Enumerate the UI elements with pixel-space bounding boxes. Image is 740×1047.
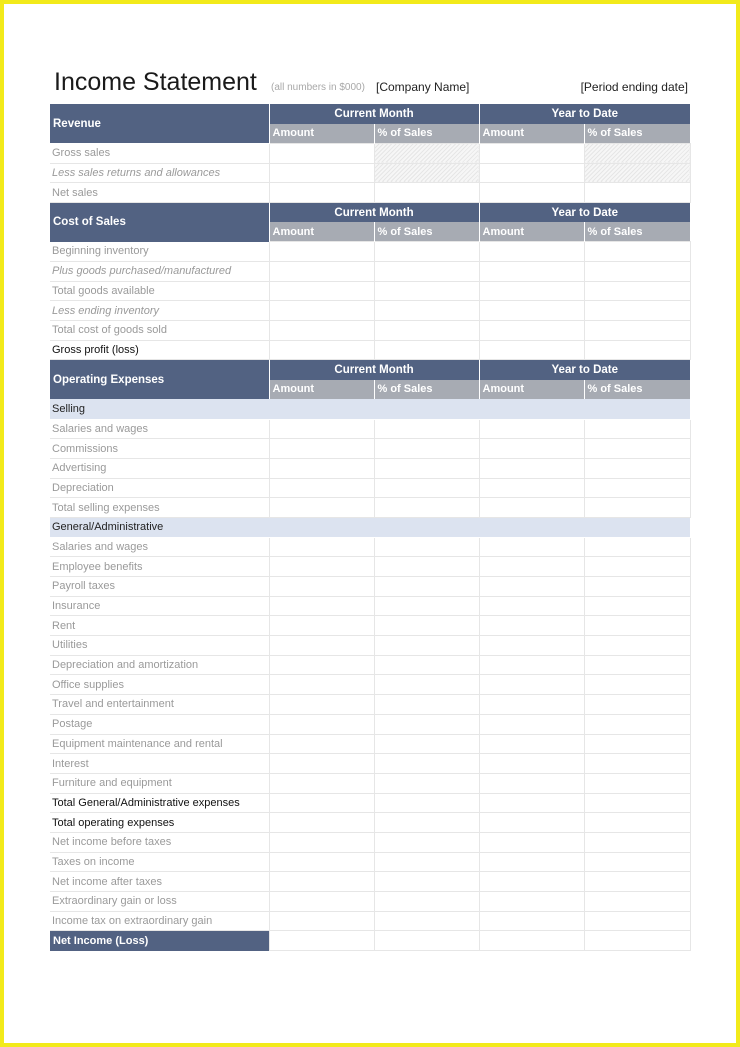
current-month-amount-cell[interactable]	[269, 813, 374, 833]
current-month-amount-cell[interactable]	[269, 832, 374, 852]
line-item-label: Total selling expenses	[50, 498, 269, 518]
line-item-row	[50, 754, 690, 774]
line-item-row	[50, 616, 690, 636]
line-item-label: Equipment maintenance and rental	[50, 734, 269, 754]
year-to-date-percent-cell[interactable]	[584, 183, 690, 203]
year-to-date-percent-cell[interactable]	[584, 793, 690, 813]
line-item-label: Interest	[50, 754, 269, 774]
line-item-label: Rent	[50, 616, 269, 636]
year-to-date-amount-cell[interactable]	[479, 655, 584, 675]
current-month-header: Current Month	[269, 104, 479, 124]
line-item-row	[50, 498, 690, 518]
line-item-row	[50, 262, 690, 282]
current-month-percent-cell[interactable]	[374, 734, 479, 754]
current-month-amount-cell[interactable]	[269, 439, 374, 459]
current-month-percent-cell[interactable]	[374, 773, 479, 793]
current-month-amount-cell[interactable]	[269, 911, 374, 931]
year-to-date-percent-cell[interactable]	[584, 714, 690, 734]
current-month-header: Current Month	[269, 202, 479, 222]
year-to-date-amount-cell[interactable]	[479, 931, 584, 951]
current-month-amount-cell[interactable]	[269, 734, 374, 754]
current-month-percent-cell[interactable]	[374, 695, 479, 715]
current-month-amount-cell[interactable]	[269, 773, 374, 793]
year-to-date-percent-cell[interactable]	[584, 832, 690, 852]
current-month-amount-cell[interactable]	[269, 478, 374, 498]
year-to-date-amount-cell[interactable]	[479, 498, 584, 518]
year-to-date-amount-cell[interactable]	[479, 616, 584, 636]
line-item-label: Travel and entertainment	[50, 695, 269, 715]
current-month-percent-cell[interactable]	[374, 478, 479, 498]
line-item-row	[50, 872, 690, 892]
year-to-date-header: Year to Date	[479, 104, 690, 124]
line-item-row	[50, 773, 690, 793]
current-month-percent-cell	[374, 143, 479, 163]
year-to-date-percent-cell[interactable]	[584, 321, 690, 341]
year-to-date-percent-cell[interactable]	[584, 262, 690, 282]
company-name-field[interactable]: [Company Name]	[376, 80, 470, 94]
year-to-date-percent-cell[interactable]	[584, 577, 690, 597]
line-item-label: Salaries and wages	[50, 537, 269, 557]
current-month-percent-cell[interactable]	[374, 714, 479, 734]
subsection-label: Selling	[50, 399, 690, 419]
line-item-row	[50, 281, 690, 301]
current-month-percent-cell[interactable]	[374, 832, 479, 852]
current-month-amount-cell[interactable]	[269, 872, 374, 892]
current-month-amount-cell[interactable]	[269, 458, 374, 478]
current-month-amount-cell[interactable]	[269, 636, 374, 656]
year-to-date-percent-cell[interactable]	[584, 478, 690, 498]
cost-of-sales-header-row	[50, 202, 690, 222]
year-to-date-percent-cell[interactable]	[584, 695, 690, 715]
current-month-percent-cell[interactable]	[374, 301, 479, 321]
amount-column-header: Amount	[269, 124, 374, 144]
line-item-label: Depreciation and amortization	[50, 655, 269, 675]
line-item-row	[50, 675, 690, 695]
current-month-percent-cell[interactable]	[374, 872, 479, 892]
line-item-label: Advertising	[50, 458, 269, 478]
year-to-date-amount-cell[interactable]	[479, 734, 584, 754]
current-month-amount-cell[interactable]	[269, 419, 374, 439]
current-month-percent-cell[interactable]	[374, 340, 479, 360]
current-month-amount-cell[interactable]	[269, 498, 374, 518]
year-to-date-amount-cell[interactable]	[479, 458, 584, 478]
income-statement-table	[50, 104, 691, 951]
line-item-row	[50, 596, 690, 616]
current-month-percent-cell[interactable]	[374, 183, 479, 203]
current-month-percent-cell[interactable]	[374, 911, 479, 931]
percent-of-sales-column-header: % of Sales	[374, 380, 479, 400]
percent-of-sales-column-header: % of Sales	[374, 124, 479, 144]
line-item-row	[50, 321, 690, 341]
line-item-label: Beginning inventory	[50, 242, 269, 262]
line-item-row	[50, 892, 690, 912]
current-month-amount-cell[interactable]	[269, 577, 374, 597]
current-month-percent-cell[interactable]	[374, 892, 479, 912]
current-month-percent-cell[interactable]	[374, 419, 479, 439]
year-to-date-percent-cell[interactable]	[584, 813, 690, 833]
line-item-label: Total goods available	[50, 281, 269, 301]
line-item-label: Total General/Administrative expenses	[50, 793, 269, 813]
line-item-row	[50, 695, 690, 715]
year-to-date-amount-cell[interactable]	[479, 242, 584, 262]
year-to-date-percent-cell	[584, 143, 690, 163]
year-to-date-percent-cell[interactable]	[584, 911, 690, 931]
line-item-label: Insurance	[50, 596, 269, 616]
current-month-amount-cell[interactable]	[269, 557, 374, 577]
current-month-percent-cell[interactable]	[374, 281, 479, 301]
year-to-date-percent-cell[interactable]	[584, 596, 690, 616]
line-item-row	[50, 143, 690, 163]
year-to-date-amount-cell[interactable]	[479, 596, 584, 616]
year-to-date-amount-cell[interactable]	[479, 872, 584, 892]
year-to-date-percent-cell[interactable]	[584, 616, 690, 636]
year-to-date-amount-cell[interactable]	[479, 832, 584, 852]
amount-column-header: Amount	[269, 222, 374, 242]
line-item-row	[50, 478, 690, 498]
year-to-date-amount-cell[interactable]	[479, 183, 584, 203]
line-item-row	[50, 301, 690, 321]
line-item-label: Net income after taxes	[50, 872, 269, 892]
line-item-row	[50, 183, 690, 203]
line-item-label: Income tax on extraordinary gain	[50, 911, 269, 931]
current-month-percent-cell[interactable]	[374, 793, 479, 813]
year-to-date-percent-cell[interactable]	[584, 754, 690, 774]
line-item-row	[50, 537, 690, 557]
year-to-date-amount-cell[interactable]	[479, 163, 584, 183]
year-to-date-amount-cell[interactable]	[479, 439, 584, 459]
current-month-amount-cell[interactable]	[269, 321, 374, 341]
line-item-label: Less sales returns and allowances	[50, 163, 269, 183]
amount-column-header: Amount	[269, 380, 374, 400]
year-to-date-amount-cell[interactable]	[479, 557, 584, 577]
year-to-date-header: Year to Date	[479, 360, 690, 380]
line-item-label: Utilities	[50, 636, 269, 656]
amount-column-header: Amount	[479, 222, 584, 242]
current-month-percent-cell[interactable]	[374, 596, 479, 616]
current-month-amount-cell[interactable]	[269, 931, 374, 951]
year-to-date-percent-cell[interactable]	[584, 675, 690, 695]
line-item-row	[50, 655, 690, 675]
current-month-percent-cell[interactable]	[374, 577, 479, 597]
line-item-row	[50, 419, 690, 439]
line-item-row	[50, 636, 690, 656]
year-to-date-amount-cell[interactable]	[479, 793, 584, 813]
year-to-date-amount-cell[interactable]	[479, 419, 584, 439]
subsection-row	[50, 517, 690, 537]
year-to-date-amount-cell[interactable]	[479, 537, 584, 557]
current-month-percent-cell[interactable]	[374, 262, 479, 282]
year-to-date-percent-cell[interactable]	[584, 852, 690, 872]
section-title: Operating Expenses	[50, 360, 269, 399]
line-item-row	[50, 557, 690, 577]
current-month-percent-cell[interactable]	[374, 852, 479, 872]
current-month-amount-cell[interactable]	[269, 163, 374, 183]
current-month-amount-cell[interactable]	[269, 596, 374, 616]
current-month-percent-cell[interactable]	[374, 557, 479, 577]
year-to-date-amount-cell[interactable]	[479, 852, 584, 872]
year-to-date-percent-cell[interactable]	[584, 537, 690, 557]
revenue-header-row	[50, 104, 690, 124]
line-item-row	[50, 734, 690, 754]
year-to-date-percent-cell[interactable]	[584, 773, 690, 793]
year-to-date-percent-cell[interactable]	[584, 557, 690, 577]
line-item-row	[50, 163, 690, 183]
line-item-label: Payroll taxes	[50, 577, 269, 597]
year-to-date-amount-cell[interactable]	[479, 675, 584, 695]
line-item-label: Depreciation	[50, 478, 269, 498]
current-month-amount-cell[interactable]	[269, 675, 374, 695]
current-month-percent-cell	[374, 163, 479, 183]
year-to-date-amount-cell[interactable]	[479, 478, 584, 498]
current-month-percent-cell[interactable]	[374, 537, 479, 557]
line-item-label: Taxes on income	[50, 852, 269, 872]
current-month-amount-cell[interactable]	[269, 242, 374, 262]
current-month-amount-cell[interactable]	[269, 892, 374, 912]
current-month-percent-cell[interactable]	[374, 498, 479, 518]
period-ending-date-field[interactable]: [Period ending date]	[580, 80, 688, 94]
year-to-date-amount-cell[interactable]	[479, 813, 584, 833]
line-item-label: Furniture and equipment	[50, 773, 269, 793]
amount-column-header: Amount	[479, 380, 584, 400]
current-month-amount-cell[interactable]	[269, 262, 374, 282]
current-month-percent-cell[interactable]	[374, 754, 479, 774]
line-item-label: Less ending inventory	[50, 301, 269, 321]
subsection-label: General/Administrative	[50, 517, 690, 537]
year-to-date-percent-cell[interactable]	[584, 439, 690, 459]
line-item-row	[50, 242, 690, 262]
year-to-date-percent-cell[interactable]	[584, 340, 690, 360]
year-to-date-percent-cell[interactable]	[584, 281, 690, 301]
line-item-row	[50, 793, 690, 813]
line-item-label: Extraordinary gain or loss	[50, 892, 269, 912]
year-to-date-header: Year to Date	[479, 202, 690, 222]
year-to-date-percent-cell[interactable]	[584, 242, 690, 262]
current-month-amount-cell[interactable]	[269, 714, 374, 734]
year-to-date-percent-cell[interactable]	[584, 301, 690, 321]
line-item-row	[50, 931, 690, 951]
line-item-label: Plus goods purchased/manufactured	[50, 262, 269, 282]
subsection-row	[50, 399, 690, 419]
current-month-percent-cell[interactable]	[374, 655, 479, 675]
section-title: Cost of Sales	[50, 202, 269, 241]
current-month-percent-cell[interactable]	[374, 242, 479, 262]
line-item-row	[50, 340, 690, 360]
current-month-percent-cell[interactable]	[374, 616, 479, 636]
year-to-date-percent-cell[interactable]	[584, 872, 690, 892]
line-item-row	[50, 852, 690, 872]
current-month-percent-cell[interactable]	[374, 813, 479, 833]
current-month-percent-cell[interactable]	[374, 439, 479, 459]
line-item-label: Total cost of goods sold	[50, 321, 269, 341]
statement-header	[50, 68, 690, 102]
line-item-label: Gross sales	[50, 143, 269, 163]
current-month-amount-cell[interactable]	[269, 537, 374, 557]
percent-of-sales-column-header: % of Sales	[584, 124, 690, 144]
line-item-row	[50, 911, 690, 931]
current-month-percent-cell[interactable]	[374, 931, 479, 951]
line-item-row	[50, 439, 690, 459]
current-month-amount-cell[interactable]	[269, 143, 374, 163]
line-item-row	[50, 577, 690, 597]
year-to-date-percent-cell[interactable]	[584, 734, 690, 754]
current-month-amount-cell[interactable]	[269, 281, 374, 301]
year-to-date-amount-cell[interactable]	[479, 773, 584, 793]
line-item-label: Net income before taxes	[50, 832, 269, 852]
current-month-amount-cell[interactable]	[269, 616, 374, 636]
current-month-amount-cell[interactable]	[269, 695, 374, 715]
section-title: Revenue	[50, 104, 269, 143]
net-income-label: Net Income (Loss)	[50, 931, 269, 951]
percent-of-sales-column-header: % of Sales	[584, 222, 690, 242]
year-to-date-amount-cell[interactable]	[479, 636, 584, 656]
line-item-label: Net sales	[50, 183, 269, 203]
year-to-date-amount-cell[interactable]	[479, 281, 584, 301]
current-month-percent-cell[interactable]	[374, 636, 479, 656]
year-to-date-percent-cell[interactable]	[584, 892, 690, 912]
units-note: (all numbers in $000)	[271, 82, 365, 93]
line-item-label: Gross profit (loss)	[50, 340, 269, 360]
line-item-row	[50, 714, 690, 734]
year-to-date-percent-cell[interactable]	[584, 419, 690, 439]
line-item-label: Postage	[50, 714, 269, 734]
year-to-date-amount-cell[interactable]	[479, 301, 584, 321]
year-to-date-amount-cell[interactable]	[479, 714, 584, 734]
year-to-date-amount-cell[interactable]	[479, 892, 584, 912]
year-to-date-percent-cell[interactable]	[584, 931, 690, 951]
current-month-amount-cell[interactable]	[269, 340, 374, 360]
line-item-label: Employee benefits	[50, 557, 269, 577]
year-to-date-amount-cell[interactable]	[479, 143, 584, 163]
current-month-percent-cell[interactable]	[374, 458, 479, 478]
operating-expenses-header-row	[50, 360, 690, 380]
year-to-date-percent-cell[interactable]	[584, 636, 690, 656]
line-item-label: Salaries and wages	[50, 419, 269, 439]
current-month-amount-cell[interactable]	[269, 852, 374, 872]
current-month-percent-cell[interactable]	[374, 321, 479, 341]
percent-of-sales-column-header: % of Sales	[374, 222, 479, 242]
current-month-header: Current Month	[269, 360, 479, 380]
line-item-row	[50, 832, 690, 852]
line-item-label: Total operating expenses	[50, 813, 269, 833]
current-month-amount-cell[interactable]	[269, 301, 374, 321]
current-month-amount-cell[interactable]	[269, 793, 374, 813]
current-month-amount-cell[interactable]	[269, 655, 374, 675]
year-to-date-percent-cell	[584, 163, 690, 183]
current-month-amount-cell[interactable]	[269, 183, 374, 203]
year-to-date-amount-cell[interactable]	[479, 340, 584, 360]
line-item-label: Office supplies	[50, 675, 269, 695]
year-to-date-percent-cell[interactable]	[584, 655, 690, 675]
year-to-date-amount-cell[interactable]	[479, 754, 584, 774]
line-item-row	[50, 458, 690, 478]
year-to-date-amount-cell[interactable]	[479, 695, 584, 715]
year-to-date-amount-cell[interactable]	[479, 577, 584, 597]
percent-of-sales-column-header: % of Sales	[584, 380, 690, 400]
amount-column-header: Amount	[479, 124, 584, 144]
year-to-date-percent-cell[interactable]	[584, 498, 690, 518]
year-to-date-amount-cell[interactable]	[479, 911, 584, 931]
current-month-amount-cell[interactable]	[269, 754, 374, 774]
line-item-row	[50, 813, 690, 833]
year-to-date-percent-cell[interactable]	[584, 458, 690, 478]
page-title: Income Statement	[54, 68, 257, 96]
line-item-label: Commissions	[50, 439, 269, 459]
year-to-date-amount-cell[interactable]	[479, 262, 584, 282]
current-month-percent-cell[interactable]	[374, 675, 479, 695]
year-to-date-amount-cell[interactable]	[479, 321, 584, 341]
